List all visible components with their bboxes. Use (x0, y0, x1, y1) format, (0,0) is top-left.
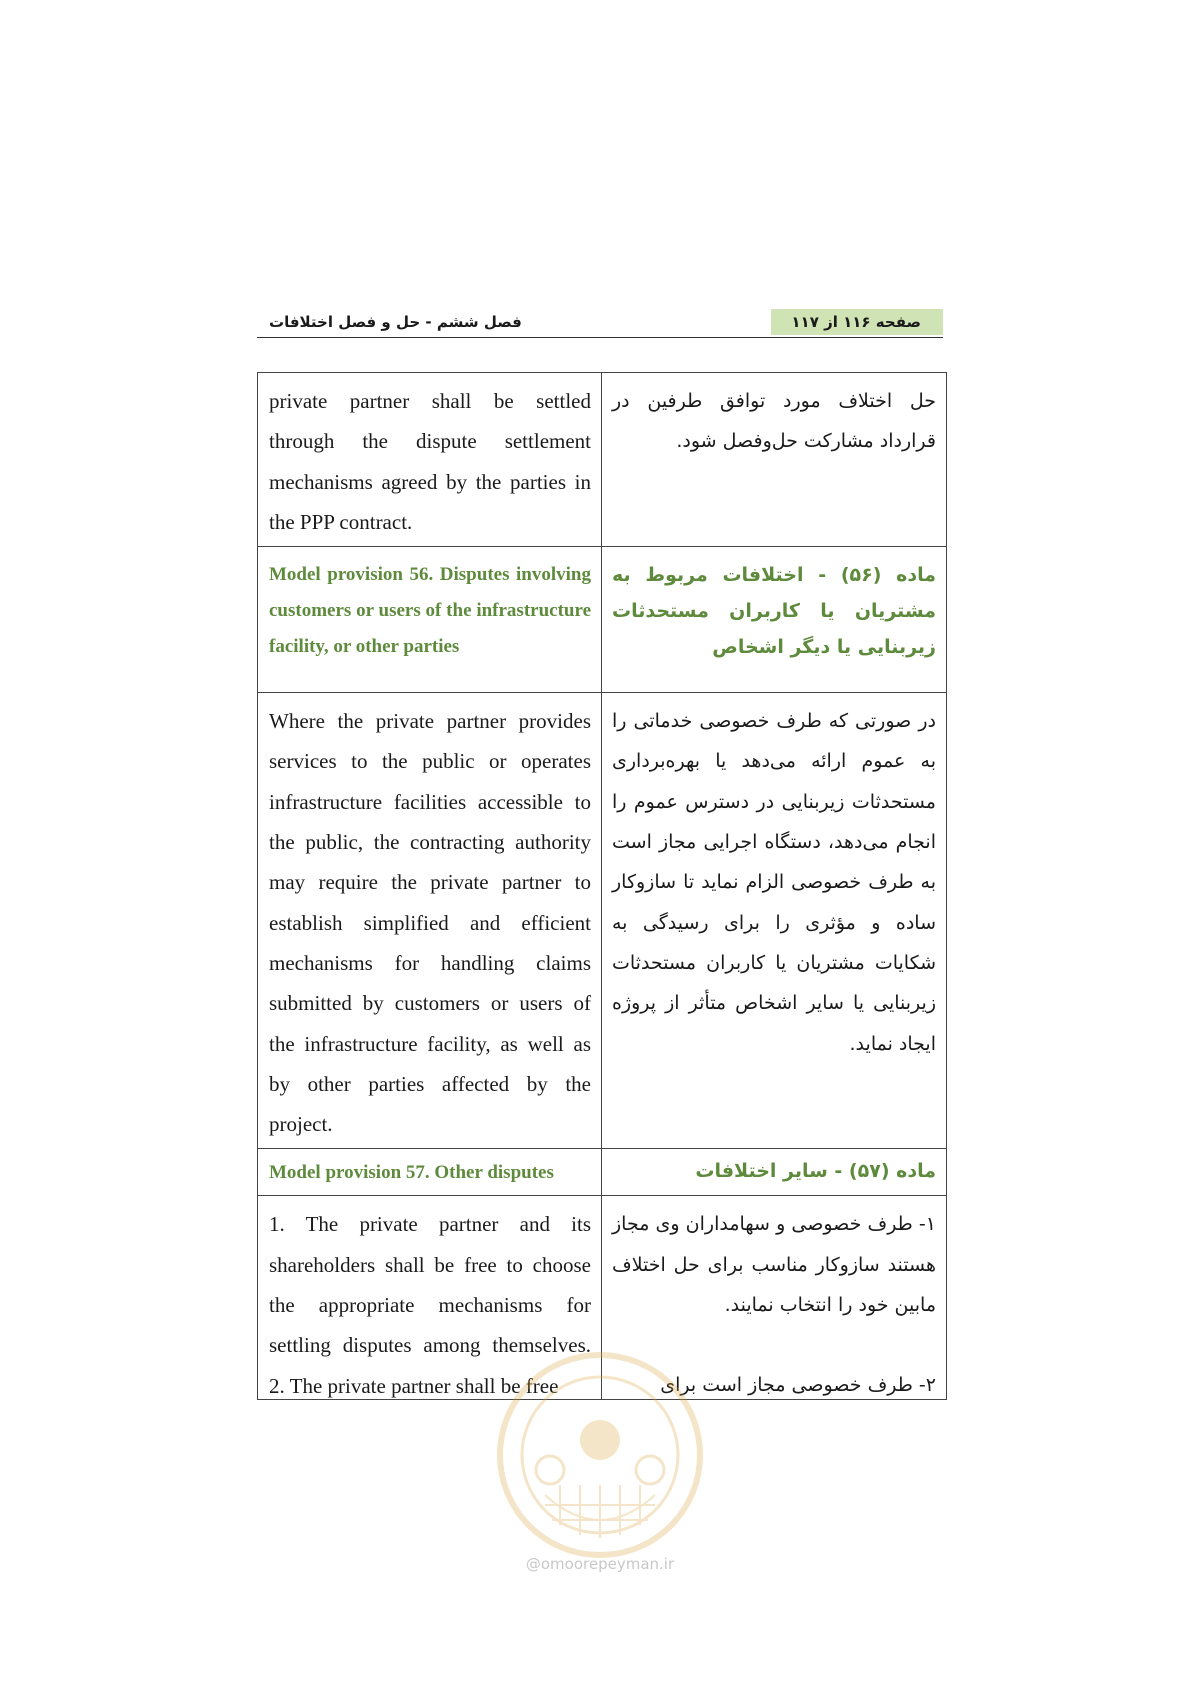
english-cell (258, 547, 602, 693)
table-row (258, 693, 947, 1149)
watermark-seal (490, 1345, 710, 1565)
watermark-site: @omoorepeyman.ir (525, 1555, 675, 1573)
persian-cell (602, 693, 947, 1149)
persian-paragraph-1: ۱- طرف خصوصی و سهامداران وی مجاز هستند سازوکار مناسب برای حل اختلاف مابین خود را انتخاب نمایند. (612, 1213, 936, 1317)
persian-heading: ماده (۵۶) - اختلافات مربوط به مشتریان یا کاربران مستحدثات زیربنایی یا دیگر اشخاص (612, 564, 937, 659)
english-heading: Model provision 57. Other disputes (269, 1162, 554, 1184)
table-row (258, 547, 947, 693)
english-cell (258, 373, 602, 547)
persian-cell (602, 1149, 947, 1196)
bilingual-table (257, 372, 947, 1400)
table-row (258, 1149, 947, 1196)
page-number: صفحه ۱۱۶ از ۱۱۷ (771, 309, 943, 335)
english-heading: Model provision 56. Disputes involving customers or users of the infrastructure facility, or other parties (269, 564, 591, 658)
persian-text: حل اختلاف مورد توافق طرفین در قرارداد مشارکت حل‌وفصل شود. (612, 390, 936, 453)
english-text: private partner shall be settled through the dispute settlement mechanisms agreed by the parties in the PPP contract. (269, 389, 591, 534)
persian-heading: ماده (۵۷) - سایر اختلافات (695, 1160, 936, 1183)
table-row (258, 373, 947, 547)
english-cell (258, 1149, 602, 1196)
persian-cell (602, 547, 947, 693)
english-paragraph-2: 2. The private partner shall be free (269, 1373, 559, 1398)
persian-cell (602, 373, 947, 547)
persian-paragraph-2: ۲- طرف خصوصی مجاز است برای (660, 1374, 936, 1397)
english-paragraph-1: 1. The private partner and its shareholders shall be free to choose the appropriate mechanisms for settling disputes among themselves. (269, 1212, 591, 1358)
english-text: Where the private partner provides services to the public or operates infrastructure facilities accessible to the public, the contracting authority may require the private partner to establish simplified and efficient mechanisms for handling claims submitted by customers or users of the infrastructure facility, as well as by other parties affected by the project. (269, 709, 591, 1137)
chapter-title: فصل ششم - حل و فصل اختلافات (269, 313, 522, 331)
page-header (257, 307, 943, 338)
english-cell (258, 693, 602, 1149)
persian-text: در صورتی که طرف خصوصی خدماتی را به عموم ارائه می‌دهد یا بهره‌برداری مستحدثات زیربنایی در دسترس عموم را انجام می‌دهد، دستگاه اجرایی مجاز است به طرف خصوصی الزام نماید تا سازوکار ساده و مؤثری را برای رسیدگی به شکایات مشتریان یا کاربران مستحدثات زیربنایی یا سایر اشخاص متأثر از پروژه ایجاد نماید. (612, 710, 936, 1055)
